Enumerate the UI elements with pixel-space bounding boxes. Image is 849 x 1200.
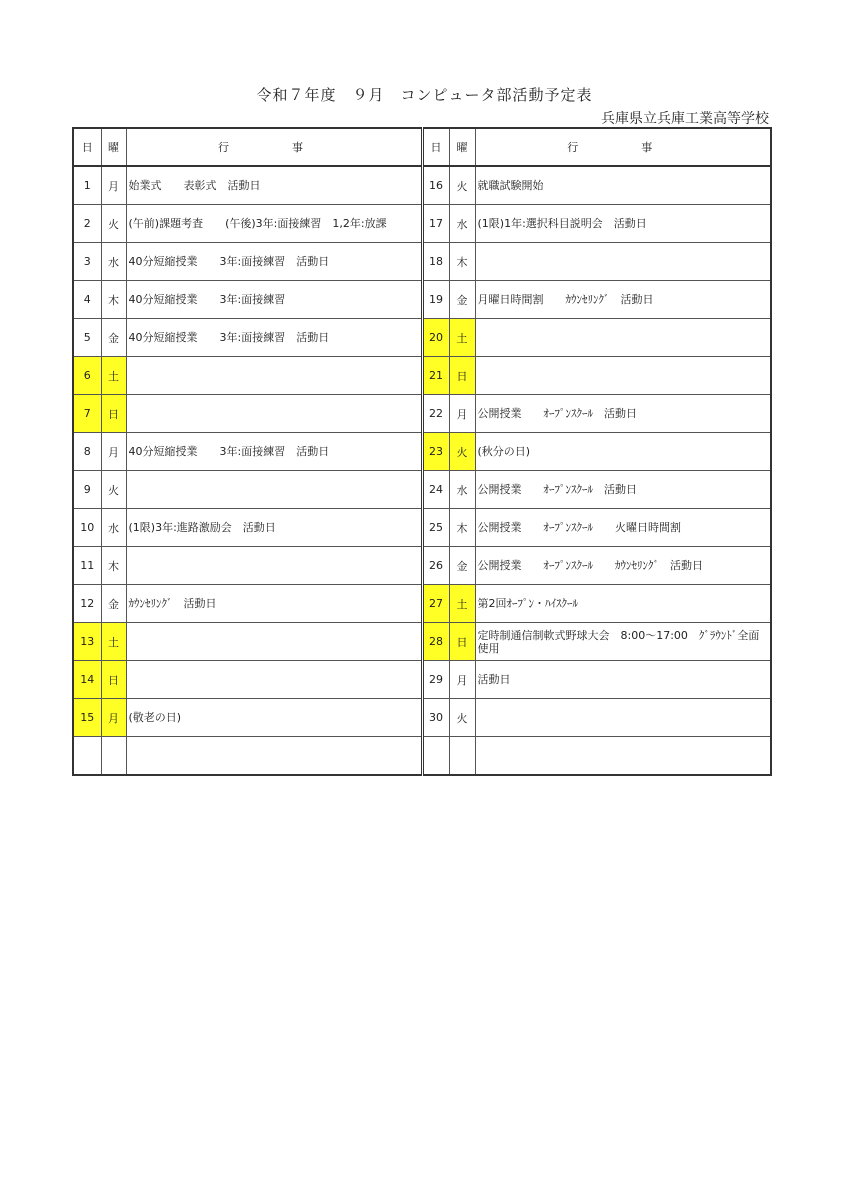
right-weekday-cell: 水 <box>449 471 475 509</box>
left-event-cell: 40分短縮授業 3年:面接練習 活動日 <box>126 433 422 471</box>
school-name: 兵庫県立兵庫工業高等学校 <box>601 111 769 127</box>
right-event-cell: 公開授業 ｵｰﾌﾟﾝｽｸｰﾙ 火曜日時間割 <box>475 509 771 547</box>
right-weekday-cell: 火 <box>449 166 475 205</box>
right-weekday-cell: 月 <box>449 395 475 433</box>
left-day-cell: 12 <box>73 585 101 623</box>
right-day-cell: 24 <box>422 471 449 509</box>
right-weekday-cell: 日 <box>449 357 475 395</box>
left-event-cell <box>126 395 422 433</box>
right-event-cell: 活動日 <box>475 661 771 699</box>
page-title: 令和７年度 ９月 コンピュータ部活動予定表 <box>256 86 593 104</box>
left-event-cell <box>126 357 422 395</box>
table-row <box>73 661 771 699</box>
right-event-cell: 定時制通信制軟式野球大会 8:00～17:00 ｸﾞﾗｳﾝﾄﾞ全面使用 <box>475 623 771 661</box>
left-day-cell: 1 <box>73 166 101 205</box>
right-day-cell: 27 <box>422 585 449 623</box>
right-day-cell: 28 <box>422 623 449 661</box>
right-weekday-cell: 月 <box>449 661 475 699</box>
left-day-cell: 7 <box>73 395 101 433</box>
right-day-cell <box>422 737 449 776</box>
header-day-right: 日 <box>422 128 449 166</box>
right-day-cell: 16 <box>422 166 449 205</box>
left-weekday-cell: 金 <box>101 585 126 623</box>
left-event-cell: 40分短縮授業 3年:面接練習 <box>126 281 422 319</box>
left-event-cell <box>126 661 422 699</box>
left-day-cell: 15 <box>73 699 101 737</box>
left-event-cell <box>126 471 422 509</box>
right-event-cell: 公開授業 ｵｰﾌﾟﾝｽｸｰﾙ ｶｳﾝｾﾘﾝｸﾞ 活動日 <box>475 547 771 585</box>
right-day-cell: 29 <box>422 661 449 699</box>
right-event-cell: 第2回ｵｰﾌﾟﾝ・ﾊｲｽｸｰﾙ <box>475 585 771 623</box>
table-row <box>73 471 771 509</box>
left-weekday-cell: 月 <box>101 699 126 737</box>
right-day-cell: 17 <box>422 205 449 243</box>
left-weekday-cell: 金 <box>101 319 126 357</box>
right-event-cell: 公開授業 ｵｰﾌﾟﾝｽｸｰﾙ 活動日 <box>475 471 771 509</box>
left-day-cell: 6 <box>73 357 101 395</box>
left-weekday-cell: 日 <box>101 395 126 433</box>
right-day-cell: 30 <box>422 699 449 737</box>
right-day-cell: 20 <box>422 319 449 357</box>
right-weekday-cell: 日 <box>449 623 475 661</box>
left-event-cell <box>126 547 422 585</box>
left-weekday-cell: 日 <box>101 661 126 699</box>
right-weekday-cell: 金 <box>449 547 475 585</box>
left-day-cell: 8 <box>73 433 101 471</box>
right-event-cell <box>475 737 771 776</box>
right-day-cell: 25 <box>422 509 449 547</box>
right-weekday-cell: 火 <box>449 433 475 471</box>
header-weekday-right: 曜 <box>449 128 475 166</box>
table-row <box>73 281 771 319</box>
right-weekday-cell <box>449 737 475 776</box>
right-event-cell: (秋分の日) <box>475 433 771 471</box>
left-day-cell: 10 <box>73 509 101 547</box>
header-event-right: 行 事 <box>475 128 771 166</box>
right-event-cell <box>475 357 771 395</box>
right-weekday-cell: 木 <box>449 509 475 547</box>
left-weekday-cell: 土 <box>101 357 126 395</box>
table-row <box>73 433 771 471</box>
right-event-cell <box>475 319 771 357</box>
table-row <box>73 509 771 547</box>
table-row <box>73 205 771 243</box>
right-event-cell: 公開授業 ｵｰﾌﾟﾝｽｸｰﾙ 活動日 <box>475 395 771 433</box>
left-day-cell: 14 <box>73 661 101 699</box>
right-day-cell: 26 <box>422 547 449 585</box>
left-event-cell: (敬老の日) <box>126 699 422 737</box>
table-row <box>73 585 771 623</box>
left-event-cell: 40分短縮授業 3年:面接練習 活動日 <box>126 319 422 357</box>
table-row <box>73 243 771 281</box>
left-day-cell: 3 <box>73 243 101 281</box>
header-event-left: 行 事 <box>126 128 422 166</box>
header-day-left: 日 <box>73 128 101 166</box>
left-weekday-cell: 月 <box>101 166 126 205</box>
left-weekday-cell: 火 <box>101 471 126 509</box>
table-row <box>73 623 771 661</box>
table-row <box>73 547 771 585</box>
left-day-cell: 13 <box>73 623 101 661</box>
right-weekday-cell: 火 <box>449 699 475 737</box>
left-weekday-cell <box>101 737 126 776</box>
table-row <box>73 319 771 357</box>
table-row <box>73 357 771 395</box>
left-event-cell: ｶｳﾝｾﾘﾝｸﾞ 活動日 <box>126 585 422 623</box>
left-day-cell: 11 <box>73 547 101 585</box>
right-day-cell: 23 <box>422 433 449 471</box>
table-row <box>73 166 771 205</box>
right-event-cell <box>475 243 771 281</box>
right-event-cell: 月曜日時間割 ｶｳﾝｾﾘﾝｸﾞ 活動日 <box>475 281 771 319</box>
left-weekday-cell: 木 <box>101 281 126 319</box>
right-weekday-cell: 水 <box>449 205 475 243</box>
left-event-cell: (午前)課題考査 (午後)3年:面接練習 1,2年:放課 <box>126 205 422 243</box>
right-event-cell <box>475 699 771 737</box>
left-event-cell: (1限)3年:進路激励会 活動日 <box>126 509 422 547</box>
schedule-table <box>72 127 772 776</box>
table-row <box>73 737 771 776</box>
right-day-cell: 18 <box>422 243 449 281</box>
left-event-cell: 40分短縮授業 3年:面接練習 活動日 <box>126 243 422 281</box>
right-day-cell: 22 <box>422 395 449 433</box>
right-weekday-cell: 金 <box>449 281 475 319</box>
left-event-cell: 始業式 表彰式 活動日 <box>126 166 422 205</box>
left-day-cell: 5 <box>73 319 101 357</box>
header-row <box>73 128 771 166</box>
right-weekday-cell: 土 <box>449 319 475 357</box>
left-event-cell <box>126 737 422 776</box>
left-day-cell: 2 <box>73 205 101 243</box>
left-weekday-cell: 月 <box>101 433 126 471</box>
left-day-cell: 4 <box>73 281 101 319</box>
right-event-cell: 就職試験開始 <box>475 166 771 205</box>
left-weekday-cell: 木 <box>101 547 126 585</box>
left-weekday-cell: 土 <box>101 623 126 661</box>
right-day-cell: 21 <box>422 357 449 395</box>
left-event-cell <box>126 623 422 661</box>
table-row <box>73 699 771 737</box>
header-weekday-left: 曜 <box>101 128 126 166</box>
right-weekday-cell: 木 <box>449 243 475 281</box>
right-event-cell: (1限)1年:選択科目説明会 活動日 <box>475 205 771 243</box>
right-weekday-cell: 土 <box>449 585 475 623</box>
table-row <box>73 395 771 433</box>
right-day-cell: 19 <box>422 281 449 319</box>
left-day-cell <box>73 737 101 776</box>
left-day-cell: 9 <box>73 471 101 509</box>
left-weekday-cell: 火 <box>101 205 126 243</box>
left-weekday-cell: 水 <box>101 509 126 547</box>
left-weekday-cell: 水 <box>101 243 126 281</box>
